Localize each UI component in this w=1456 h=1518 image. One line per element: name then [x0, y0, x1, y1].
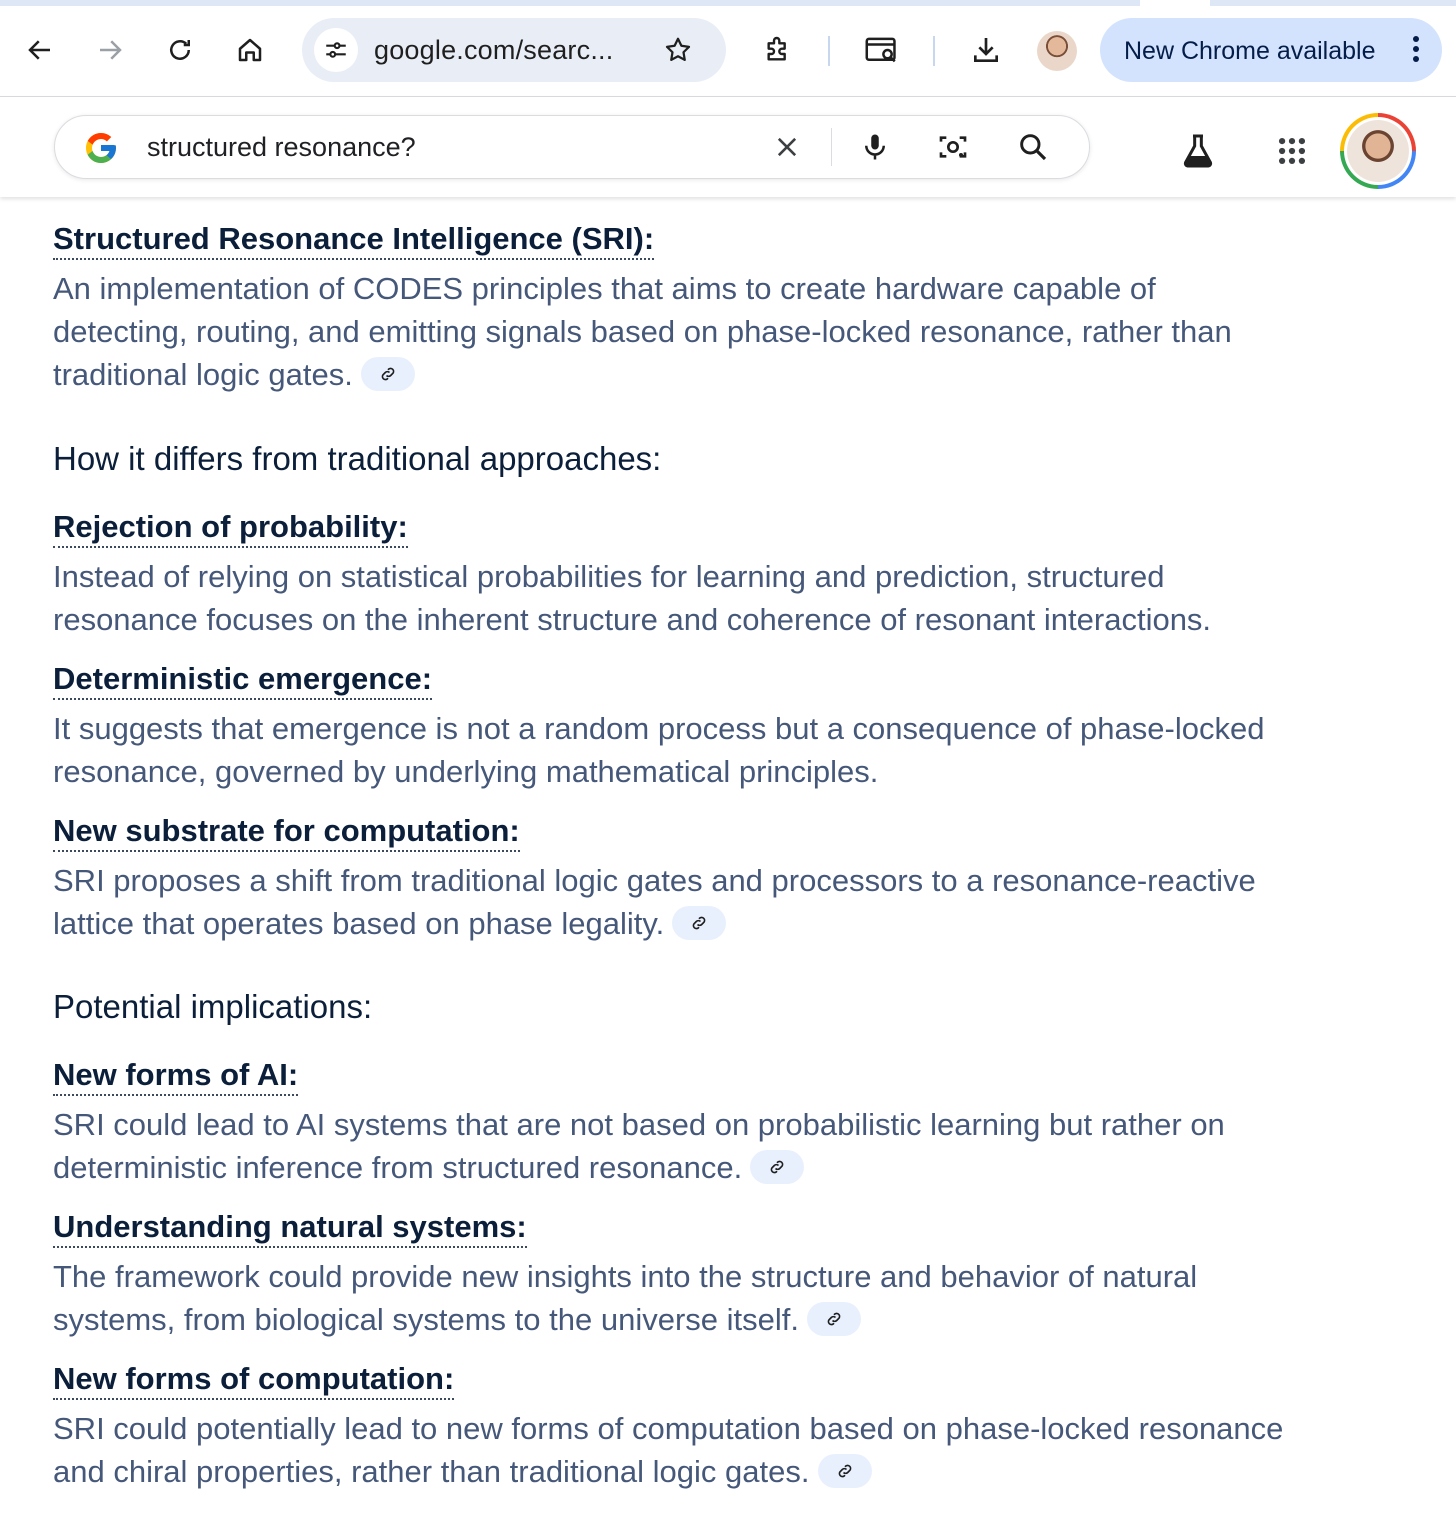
google-lens-search-button[interactable]	[860, 28, 904, 72]
link-icon	[825, 1310, 843, 1328]
clear-search-button[interactable]	[767, 127, 807, 167]
tune-icon	[323, 37, 349, 63]
term-understanding-natural-systems[interactable]: Understanding natural systems:	[53, 1210, 527, 1248]
source-link-chip[interactable]	[672, 906, 726, 940]
link-icon	[690, 914, 708, 932]
toolbar-divider	[933, 36, 935, 66]
apps-grid-icon	[1275, 134, 1309, 168]
toolbar-divider	[828, 36, 830, 66]
searchbox-divider	[831, 128, 832, 166]
term-deterministic-emergence[interactable]: Deterministic emergence:	[53, 662, 432, 700]
close-icon	[773, 133, 801, 161]
source-link-chip[interactable]	[361, 357, 415, 391]
back-arrow-icon	[25, 35, 55, 65]
download-icon	[970, 34, 1002, 66]
desc-new-substrate: SRI proposes a shift from traditional logic gates and processors to a resonance-reactive lattice that operates based on phase legality.	[53, 863, 1256, 941]
microphone-icon	[860, 132, 890, 162]
desc-sri: An implementation of CODES principles that aims to create hardware capable of detecting, routing, and emitting signals based on phase-locked resonance, rather than traditional logic gates.	[53, 271, 1232, 392]
update-chrome-label: New Chrome available	[1124, 37, 1376, 65]
camera-lens-icon	[937, 131, 969, 163]
google-account-avatar[interactable]	[1340, 113, 1416, 189]
google-apps-button[interactable]	[1270, 129, 1314, 173]
link-icon	[768, 1158, 786, 1176]
search-icon	[1017, 131, 1049, 163]
term-new-substrate[interactable]: New substrate for computation:	[53, 814, 520, 852]
desc-new-forms-of-ai: SRI could lead to AI systems that are not based on probabilistic learning but rather on deterministic inference from structured resonance.	[53, 1107, 1225, 1185]
browser-toolbar	[0, 0, 1456, 97]
term-sri[interactable]: Structured Resonance Intelligence (SRI):	[53, 222, 654, 260]
voice-search-button[interactable]	[855, 127, 895, 167]
desc-new-forms-of-computation: SRI could potentially lead to new forms of computation based on phase-locked resonance and chiral properties, rather than traditional logic gates.	[53, 1411, 1284, 1489]
term-new-forms-of-ai[interactable]: New forms of AI:	[53, 1058, 298, 1096]
google-g-icon	[83, 130, 119, 166]
source-link-chip[interactable]	[818, 1454, 872, 1488]
bookmark-button[interactable]	[660, 32, 696, 68]
desc-understanding-natural-systems: The framework could provide new insights into the structure and behavior of natural systems, from biological systems to the universe itself.	[53, 1259, 1198, 1337]
downloads-button[interactable]	[964, 28, 1008, 72]
address-bar[interactable]	[302, 18, 726, 82]
home-button[interactable]	[230, 30, 270, 70]
update-chrome-button[interactable]	[1100, 18, 1442, 82]
desc-rejection-of-probability: Instead of relying on statistical probabilities for learning and prediction, structured resonance focuses on the inherent structure and coherence of resonant interactions.	[53, 559, 1212, 637]
search-query-text: structured resonance?	[147, 132, 416, 162]
desc-deterministic-emergence: It suggests that emergence is not a random process but a consequence of phase-locked resonance, governed by underlying mathematical principles.	[53, 711, 1265, 789]
back-button[interactable]	[20, 30, 60, 70]
image-search-button[interactable]	[933, 127, 973, 167]
puzzle-icon	[762, 34, 794, 66]
more-menu-icon[interactable]	[1406, 32, 1426, 68]
link-icon	[836, 1462, 854, 1480]
link-icon	[379, 365, 397, 383]
page-search-icon	[864, 34, 900, 66]
section-title-differs: How it differs from traditional approaches:	[53, 440, 662, 477]
forward-arrow-icon	[95, 35, 125, 65]
search-header	[0, 97, 1456, 197]
url-text: google.com/searc...	[374, 35, 614, 65]
reload-button[interactable]	[160, 30, 200, 70]
section-title-implications: Potential implications:	[53, 988, 373, 1025]
forward-button[interactable]	[90, 30, 130, 70]
search-button[interactable]	[1013, 127, 1053, 167]
search-labs-button[interactable]	[1176, 129, 1220, 173]
source-link-chip[interactable]	[807, 1302, 861, 1336]
term-new-forms-of-computation[interactable]: New forms of computation:	[53, 1362, 454, 1400]
search-box[interactable]	[54, 115, 1090, 179]
home-icon	[235, 35, 265, 65]
profile-avatar[interactable]	[1037, 31, 1077, 71]
star-icon	[663, 35, 693, 65]
flask-icon	[1178, 131, 1218, 171]
tab-strip-edge	[0, 0, 1456, 6]
term-rejection-of-probability[interactable]: Rejection of probability:	[53, 510, 408, 548]
extensions-button[interactable]	[756, 28, 800, 72]
reload-icon	[165, 35, 195, 65]
site-info-button[interactable]	[314, 28, 358, 72]
source-link-chip[interactable]	[750, 1150, 804, 1184]
